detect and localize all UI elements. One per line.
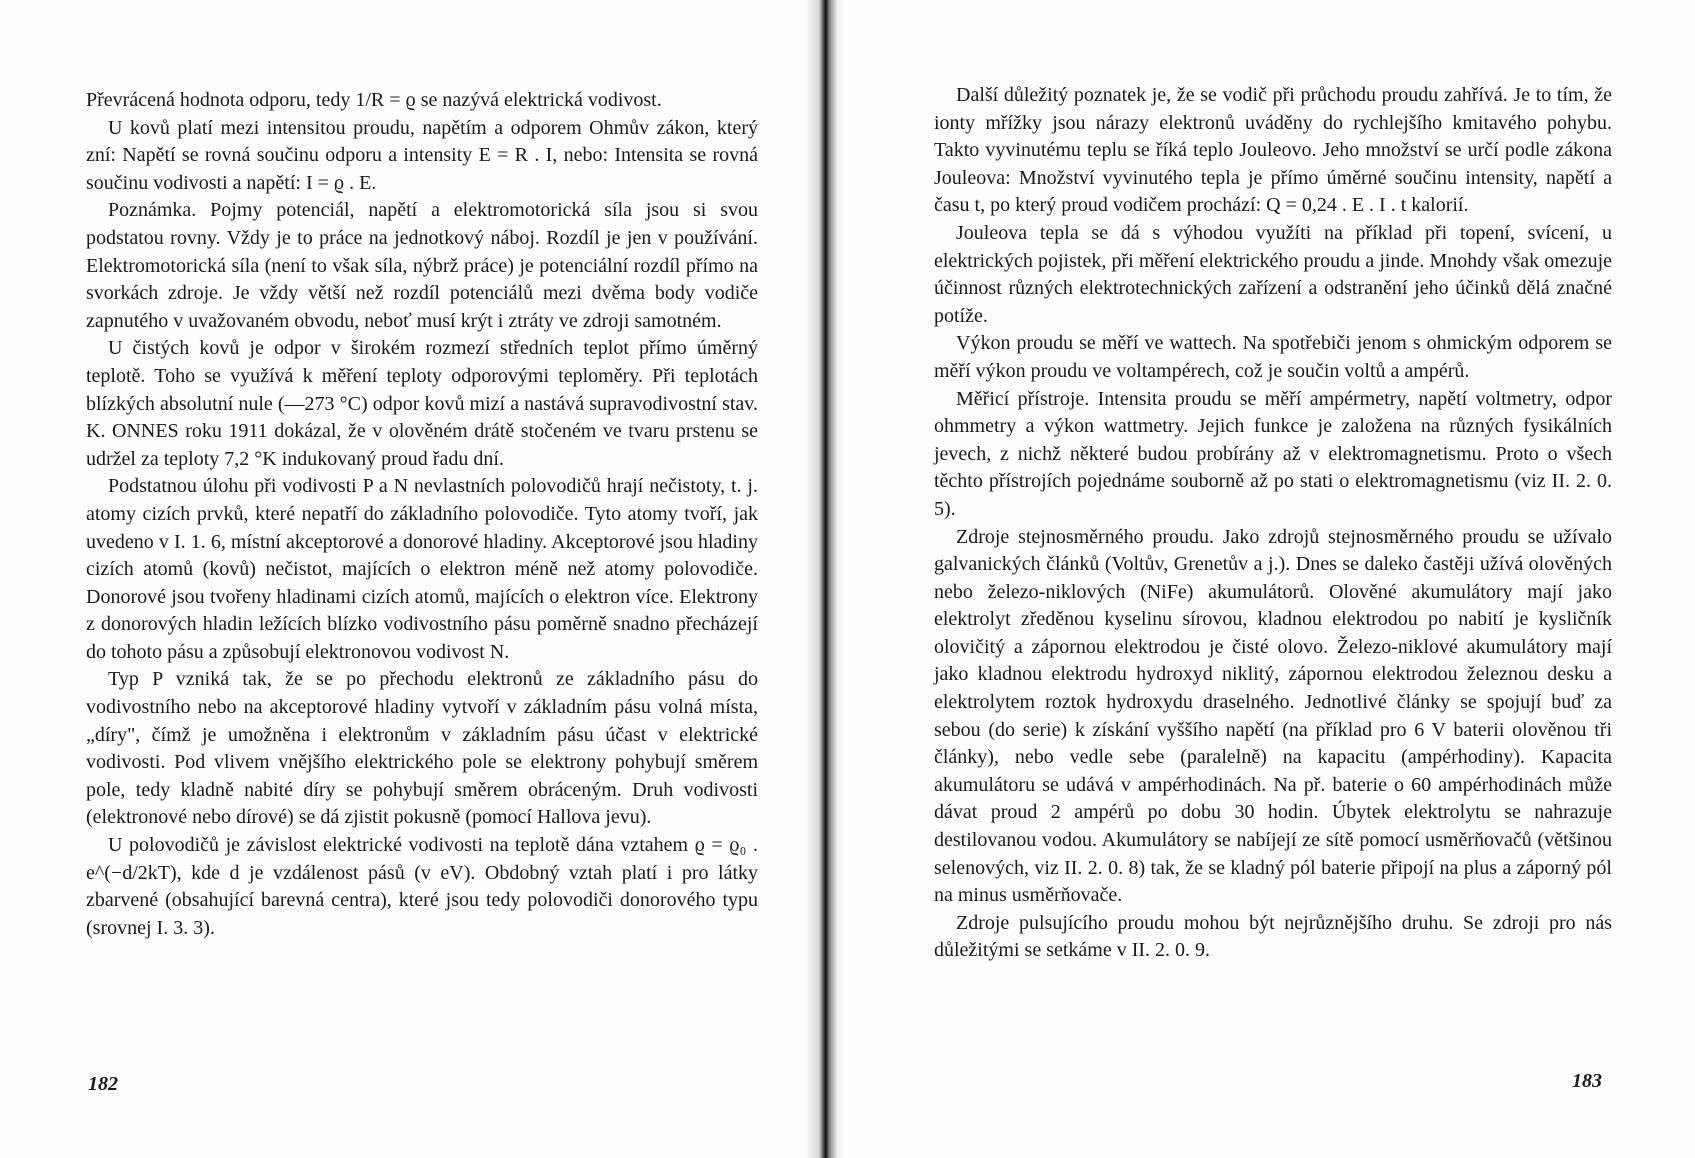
right-page: [822, 0, 1695, 1158]
paragraph: Typ P vzniká tak, že se po přechodu elektronů ze základního pásu do vodivostního nebo na akceptorové hladiny vytvoří v základním pásu volná místa, „díry", čímž je umožněna i elektronům v základním pásu účast v elektrické vodivosti. Pod vlivem vnějšího elektrického pole se elektrony pohybují směrem pole, tedy kladně nabité díry se pohybují směrem obráceným. Druh vodivosti (elektronové nebo dírové) se dá zjistit pokusně (pomocí Hallova jevu).: [86, 668, 758, 829]
book-gutter-shadow: [805, 0, 845, 1158]
paragraph: Poznámka. Pojmy potenciál, napětí a elektromotorická síla jsou si svou podstatou rovny. Vždy je to práce na jednotkový náboj. Rozdíl je jen v používání. Elektromotorická síla (není to však síla, nýbrž práce) je potenciální rozdíl přímo na svorkách zdroje. Je vždy větší než rozdíl potenciálů mezi dvěma body vodiče zapnutého v uvažovaném obvodu, neboť musí krýt i ztráty ve zdroji samotném.: [86, 199, 758, 332]
paragraph: Zdroje stejnosměrného proudu. Jako zdrojů stejnosměrného proudu se užívalo galvanických článků (Voltův, Grenetův a j.). Dnes se daleko častěji užívá olověných nebo železo-niklových (NiFe) akumulátorů. Olověné akumulátory mají jako elektrolyt zředěnou kyselinu sírovou, kladnou elektrodou po nabití je kysličník olovičitý a zápornou elektrodou je čisté olovo. Železo-niklové akumulátory mají jako kladnou elektrodu hydroxyd niklitý, zápornou elektrodou železnou desku a elektrolytem roztok hydroxydu draselného. Jednotlivé články se spojují buď za sebou (do serie) k získání vyššího napětí (na příklad pro 6 V baterii olověnou tři články), nebo vedle sebe (paralelně) na kapacitu (ampérhodiny). Kapacita akumulátoru se udává v ampérhodinách. Na př. baterie o 60 ampérhodinách může dávat proud 2 ampérů po dobu 30 hodin. Úbytek elektrolytu se nahrazuje destilovanou vodou. Akumulátory se nabíjejí ze sítě pomocí usměrňovačů (většinou selenových, viz II. 2. 0. 8) tak, že se kladný pól baterie připojí na plus a záporný pól na minus usměrňovače.: [934, 525, 1612, 907]
right-page-text: [934, 82, 1612, 965]
paragraph: Převrácená hodnota odporu, tedy 1/R = ϱ se nazývá elektrická vodivost.: [86, 89, 662, 111]
paragraph: U polovodičů je závislost elektrické vodivosti na teplotě dána vztahem ϱ = ϱ₀ . e^(−d/2kT), kde d je vzdálenost pásů (v eV). Obdobný vztah platí i pro látky zbarvené (obsahující barevná centra), které jsou tedy polovodiči donorového typu (srovnej I. 3. 3).: [86, 834, 758, 939]
paragraph: Jouleova tepla se dá s výhodou využíti na příklad při topení, svícení, u elektrických pojistek, při měření elektrického proudu a jinde. Mnohdy však omezuje účinnost různých elektrotechnických zařízení a odstranění jeho účinků dělá značné potíže.: [934, 221, 1612, 327]
paragraph: U čistých kovů je odpor v širokém rozmezí středních teplot přímo úměrný teplotě. Toho se využívá k měření teploty odporovými teploměry. Při teplotách blízkých absolutní nule (—273 °C) odpor kovů mizí a nastává supravodivostní stav. K. ONNES roku 1911 dokázal, že v olověném drátě stočeném ve tvaru prstenu se udržel za teploty 7,2 °K indukovaný proud řadu dní.: [86, 337, 758, 470]
left-page: [0, 0, 822, 1158]
left-page-text: [86, 87, 758, 942]
paragraph: Další důležitý poznatek je, že se vodič při průchodu proudu zahřívá. Je to tím, že ionty mřížky jsou nárazy elektronů uváděny do rychlejšího kmitavého pohybu. Takto vyvinutému teplu se říká teplo Jouleovo. Jeho množství se určí podle zákona Jouleova: Množství vyvinutého tepla je přímo úměrné součinu intensity, napětí a času t, po který proud vodičem prochází: Q = 0,24 . E . I . t kalorií.: [934, 84, 1612, 217]
paragraph: Měřicí přístroje. Intensita proudu se měří ampérmetry, napětí voltmetry, odpor ohmmetry a výkon wattmetry. Jejich funkce je založena na různých fysikálních jevech, z nichž některé budou probírány až v elektromagnetismu. Proto o všech těchto přístrojích pojednáme souborně až po stati o elektromagnetismu (viz II. 2. 0. 5).: [934, 387, 1612, 520]
paragraph: Podstatnou úlohu při vodivosti P a N nevlastních polovodičů hrají nečistoty, t. j. atomy cizích prvků, které nepatří do základního polovodiče. Tyto atomy tvoří, jak uvedeno v I. 1. 6, místní akceptorové a donorové hladiny. Akceptorové jsou hladiny cizích atomů (kovů) nečistot, majících o elektron méně než atomy polovodiče. Donorové jsou tvořeny hladinami cizích atomů, majících o elektron více. Elektrony z donorových hladin ležících blízko vodivostního pásu poměrně snadno přecházejí do tohoto pásu a způsobují elektronovou vodivost N.: [86, 475, 758, 663]
paragraph: Výkon proudu se měří ve wattech. Na spotřebiči jenom s ohmickým odporem se měří výkon proudu ve voltampérech, což je součin voltů a ampérů.: [934, 332, 1612, 382]
page-number: 183: [1572, 1070, 1602, 1092]
page-number: 182: [88, 1073, 118, 1095]
paragraph: U kovů platí mezi intensitou proudu, napětím a odporem Ohmův zákon, který zní: Napětí se rovná součinu odporu a intensity E = R . I, nebo: Intensita se rovná součinu vodivosti a napětí: I = ϱ . E.: [86, 116, 758, 194]
paragraph: Zdroje pulsujícího proudu mohou být nejrůznějšího druhu. Se zdroji pro nás důležitými se setkáme v II. 2. 0. 9.: [934, 911, 1612, 962]
